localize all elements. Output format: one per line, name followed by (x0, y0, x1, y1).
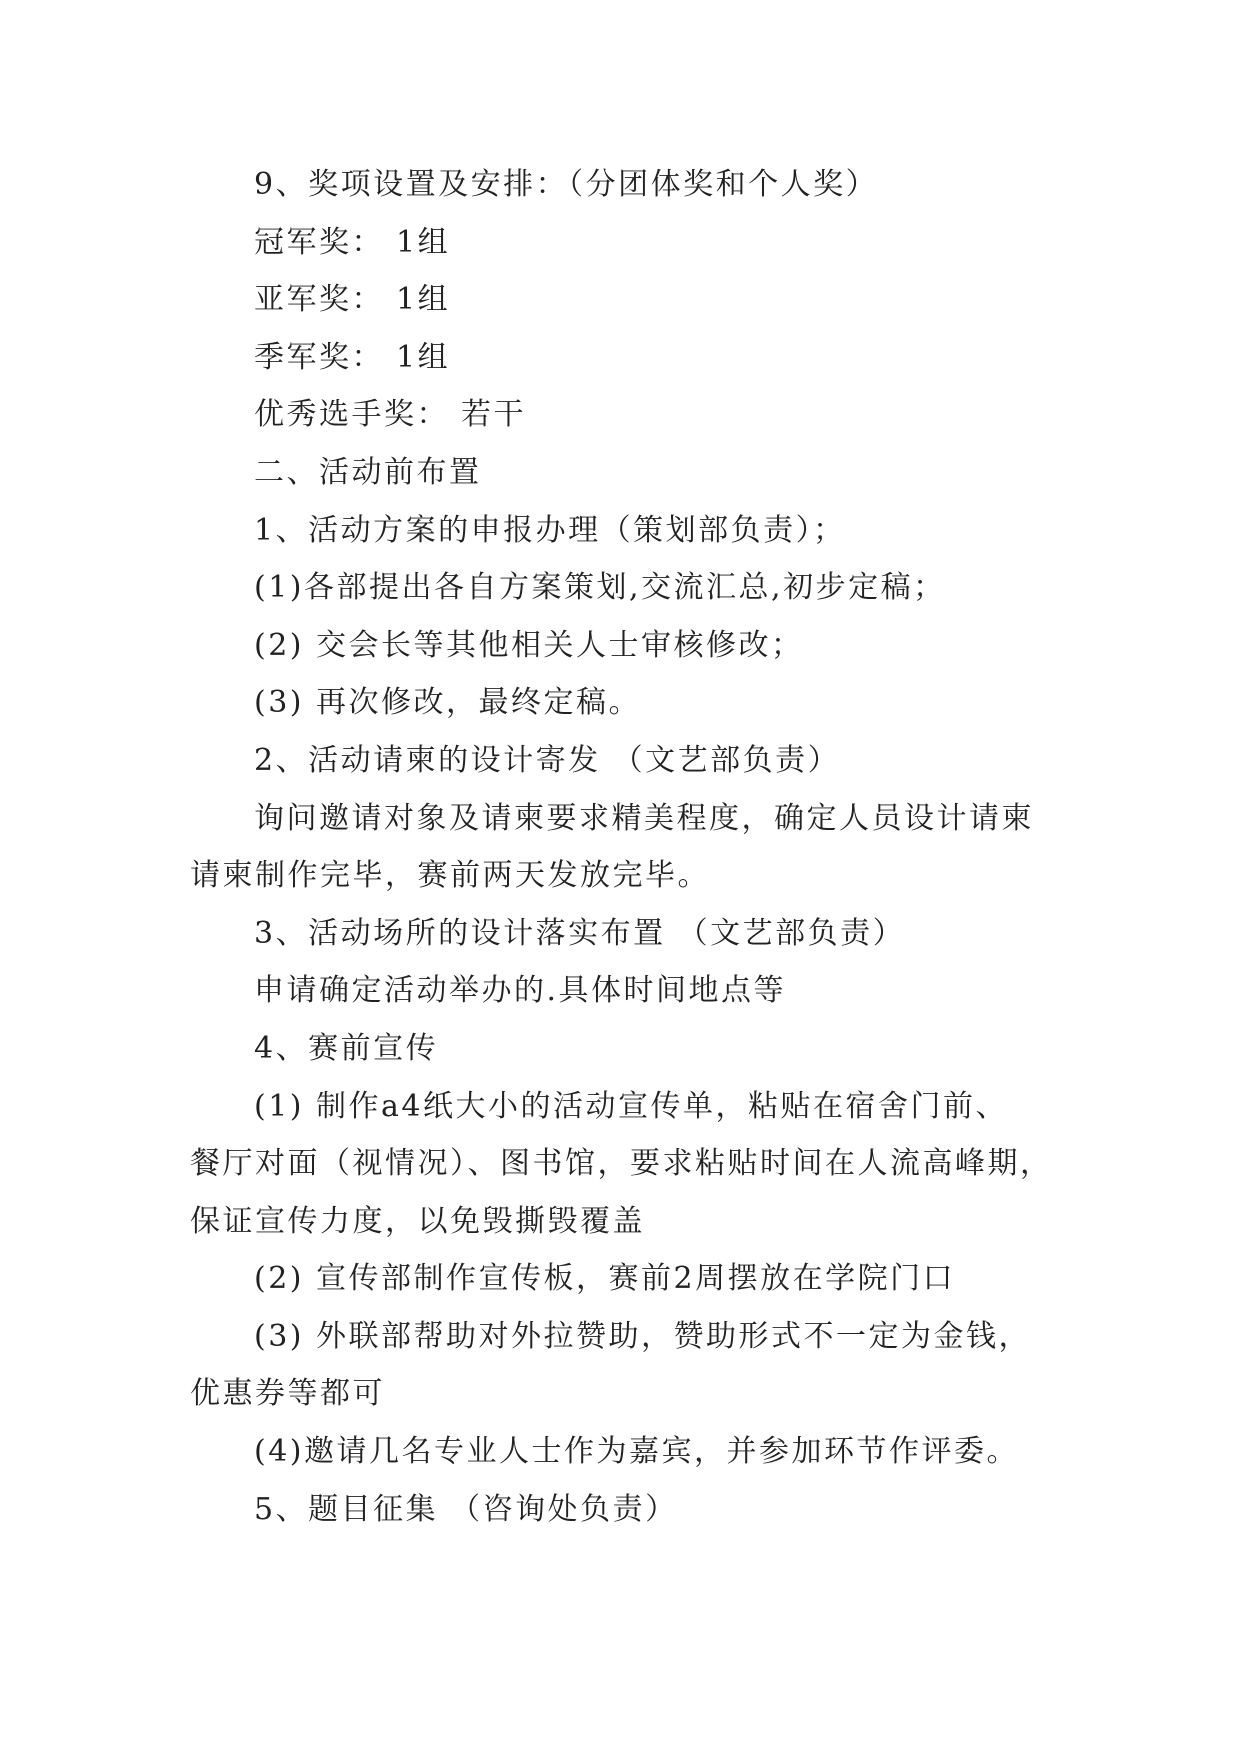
document-body (190, 156, 1090, 1538)
paragraph-invitation-line-1: 询问邀请对象及请柬要求精美程度，确定人员设计请柬 (254, 800, 1034, 836)
section-heading-preparation: 二、活动前布置 (254, 454, 482, 490)
subitem-plan-1: (1)各部提出各自方案策划,交流汇总,初步定稿； (254, 570, 946, 606)
subitem-publicity-2: (2) 宣传部制作宣传板，赛前2周摆放在学院门口 (254, 1261, 956, 1297)
subitem-publicity-1-line-3: 保证宣传力度，以免毁撕毁覆盖 (190, 1203, 645, 1239)
award-champion: 冠军奖： 1组 (254, 224, 451, 260)
subitem-publicity-1-line-2: 餐厅对面（视情况）、图书馆，要求粘贴时间在人流高峰期， (190, 1146, 1053, 1182)
item-venue-setup: 3、活动场所的设计落实布置 （文艺部负责） (254, 915, 906, 951)
award-outstanding-player: 优秀选手奖： 若干 (254, 397, 527, 433)
item-plan-application: 1、活动方案的申报办理（策划部负责）； (254, 512, 846, 548)
paragraph-venue: 申请确定活动举办的.具体时间地点等 (254, 973, 787, 1009)
item-publicity: 4、赛前宣传 (254, 1030, 439, 1066)
subitem-publicity-4: (4)邀请几名专业人士作为嘉宾，并参加环节作评委。 (254, 1434, 1019, 1470)
subitem-publicity-1-line-1: (1) 制作a4纸大小的活动宣传单，粘贴在宿舍门前、 (254, 1088, 1009, 1124)
item-invitation-design: 2、活动请柬的设计寄发 （文艺部负责） (254, 742, 841, 778)
award-runner-up: 亚军奖： 1组 (254, 282, 451, 318)
subitem-publicity-3-line-1: (3) 外联部帮助对外拉赞助，赞助形式不一定为金钱， (254, 1318, 1032, 1354)
subitem-plan-2: (2) 交会长等其他相关人士审核修改； (254, 627, 804, 663)
subitem-plan-3: (3) 再次修改，最终定稿。 (254, 685, 642, 721)
subitem-publicity-3-line-2: 优惠券等都可 (190, 1376, 385, 1412)
section-heading-awards: 9、奖项设置及安排：（分团体奖和个人奖） (254, 167, 879, 202)
item-question-collection: 5、题目征集 （咨询处负责） (254, 1491, 678, 1527)
award-third-place: 季军奖： 1组 (254, 339, 451, 375)
paragraph-invitation-line-2: 请柬制作完毕，赛前两天发放完毕。 (190, 858, 710, 894)
